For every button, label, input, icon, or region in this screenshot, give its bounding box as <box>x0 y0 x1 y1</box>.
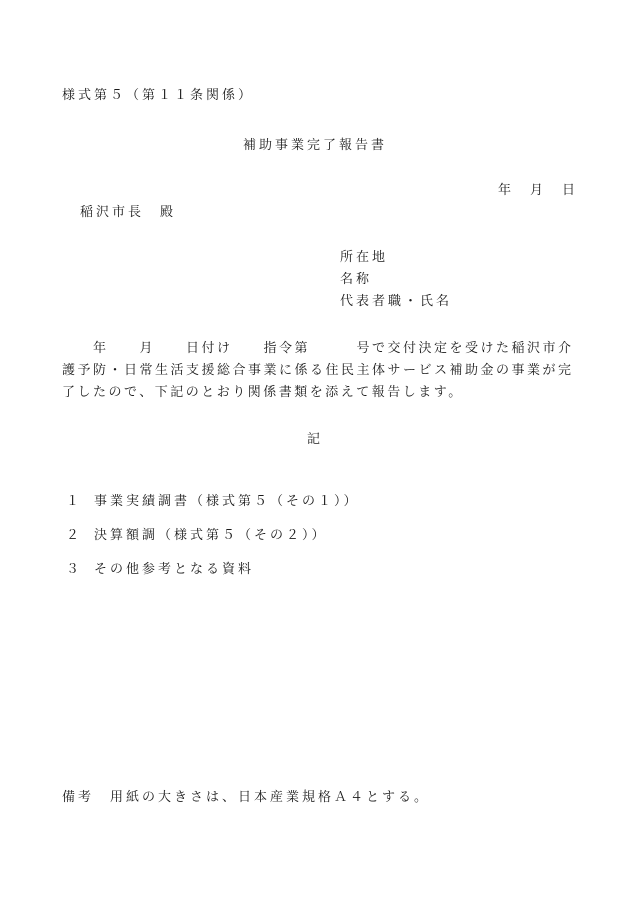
applicant-address-label: 所在地 <box>340 250 389 265</box>
item-text: その他参考となる資料 <box>94 562 255 577</box>
addressee: 稲沢市長 殿 <box>80 205 177 220</box>
item-number: ２ <box>66 528 83 543</box>
attachment-item <box>66 562 254 578</box>
document-title: 補助事業完了報告書 <box>242 138 387 153</box>
item-text: 事業実績調書（様式第５（その１）） <box>94 494 360 509</box>
ki-heading: 記 <box>306 432 323 447</box>
item-text: 決算額調（様式第５（その２）） <box>94 528 328 543</box>
attachment-item <box>66 494 360 510</box>
report-body-text: 年 月 日付け 指令第 号で交付決定を受けた稲沢市介護予防・日常生活支援総合事業に係る住民主体サービス補助金の事業が完了したので、下記のとおり関係書類を添えて報告します。 <box>62 341 574 400</box>
attachment-item <box>66 528 328 544</box>
remarks: 備考 用紙の大きさは、日本産業規格Ａ４とする。 <box>62 790 431 805</box>
form-number: 様式第５（第１１条関係） <box>62 88 255 103</box>
applicant-representative-label: 代表者職・氏名 <box>340 294 453 309</box>
date-line: 年 月 日 <box>497 183 578 198</box>
item-number: １ <box>66 494 83 509</box>
applicant-name-label: 名称 <box>340 272 373 287</box>
item-number: ３ <box>66 562 83 577</box>
